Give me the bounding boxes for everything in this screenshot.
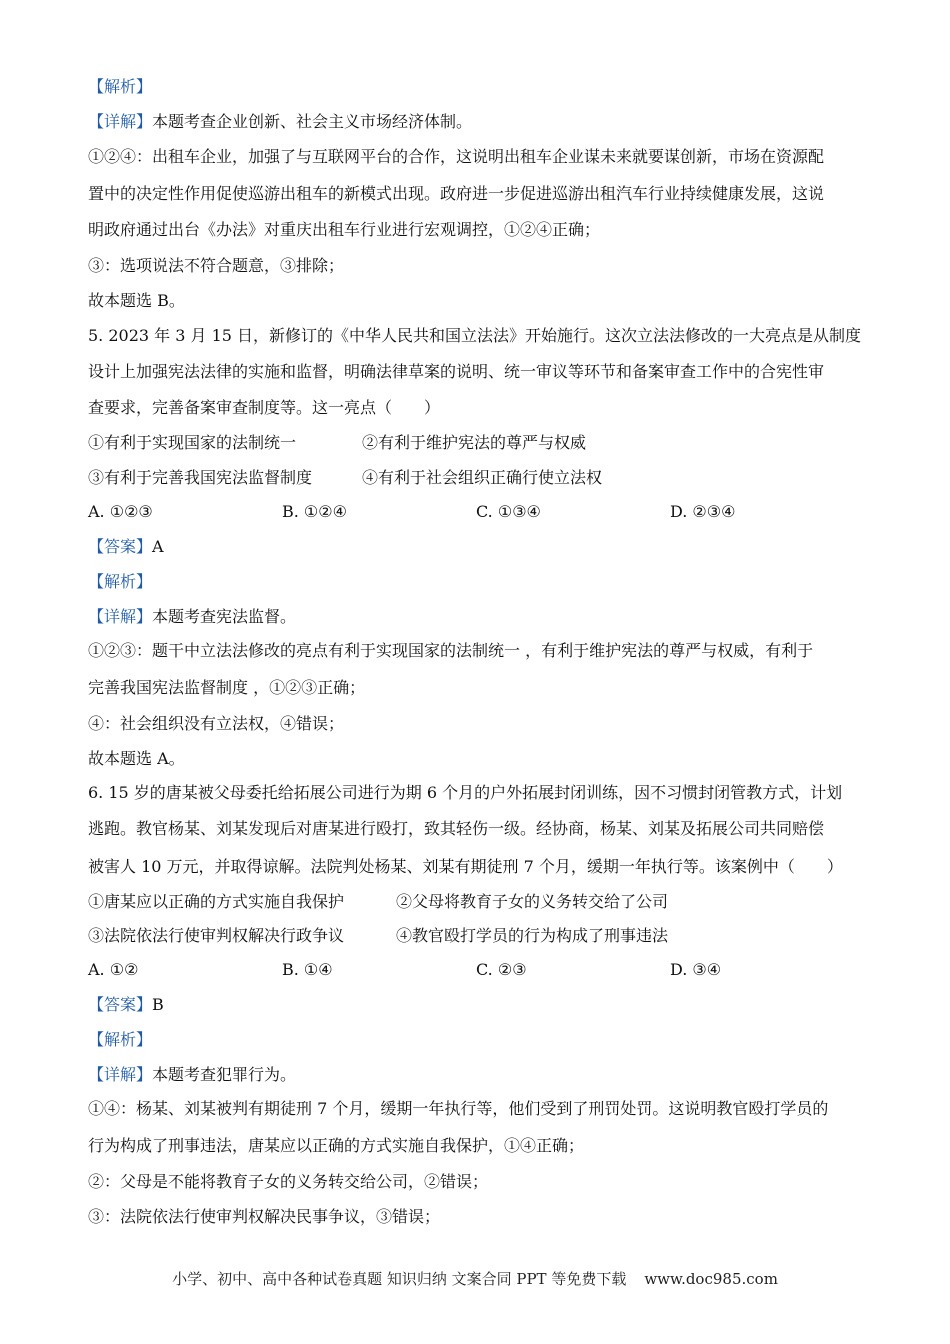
explanation-line: ①④：杨某、刘某被判有期徒刑 7 个月，缓期一年执行等，他们受到了刑罚处罚。这说明教官殴打学员的 (88, 1099, 829, 1118)
question-5-stem: 设计上加强宪法法律的实施和监督，明确法律草案的说明、统一审议等环节和备案审查工作中的合宪性审 (88, 362, 825, 381)
question-5-statement-1: ①有利于实现国家的法制统一 (88, 433, 297, 452)
question-6-statement-3: ③法院依法行使审判权解决行政争议 (88, 926, 345, 945)
explanation-line: 明政府通过出台《办法》对重庆出租车行业进行宏观调控，①②④正确； (88, 220, 601, 239)
question-5-choice-d: D. ②③④ (670, 502, 736, 521)
explanation-line: ④：社会组织没有立法权，④错误； (88, 714, 345, 733)
question-6-stem: 6. 15 岁的唐某被父母委托给拓展公司进行为期 6 个月的户外拓展封闭训练，因不习惯封闭管教方式，计划 (88, 783, 843, 802)
question-6-choice-d: D. ③④ (670, 960, 722, 979)
explanation-line: ③：法院依法行使审判权解决民事争议，③错误； (88, 1207, 441, 1226)
question-5-statement-2: ②有利于维护宪法的尊严与权威 (362, 433, 587, 452)
explanation-line: ①②③：题干中立法法修改的亮点有利于实现国家的法制统一 ，有利于维护宪法的尊严与权威，有利于 (88, 641, 814, 660)
conclusion-line: 故本题选 B。 (88, 291, 185, 310)
explanation-line: ②：父母是不能将教育子女的义务转交给公司，②错误； (88, 1172, 489, 1191)
footer-url[interactable]: www.doc985.com (644, 1270, 778, 1288)
detail-line (88, 606, 870, 628)
analysis-heading: 【解析】 (88, 1030, 153, 1049)
answer-value: B (152, 995, 164, 1014)
detail-line (88, 111, 870, 133)
question-5-statement-3: ③有利于完善我国宪法监督制度 (88, 468, 313, 487)
analysis-heading: 【解析】 (88, 77, 153, 96)
question-6-statement-4: ④教官殴打学员的行为构成了刑事违法 (396, 926, 669, 945)
question-5-statement-4: ④有利于社会组织正确行使立法权 (362, 468, 603, 487)
explanation-line: 行为构成了刑事违法，唐某应以正确的方式实施自我保护，①④正确； (88, 1136, 585, 1155)
detail-text: 本题考查宪法监督。 (152, 607, 297, 626)
answer-tag: 【答案】 (88, 537, 153, 556)
explanation-line: 完善我国宪法监督制度 ，①②③正确； (88, 678, 366, 697)
explanation-line: ③：选项说法不符合题意，③排除； (88, 256, 345, 275)
question-6-choice-b: B. ①④ (282, 960, 333, 979)
answer-line (88, 994, 870, 1016)
detail-tag: 【详解】 (88, 607, 153, 626)
question-5-stem: 5. 2023 年 3 月 15 日，新修订的《中华人民共和国立法法》开始施行。这次立法法修改的一大亮点是从制度 (88, 326, 862, 345)
detail-tag: 【详解】 (88, 1065, 153, 1084)
detail-text: 本题考查犯罪行为。 (152, 1065, 297, 1084)
answer-line (88, 536, 870, 558)
question-6-stem: 逃跑。教官杨某、刘某发现后对唐某进行殴打，致其轻伤一级。经协商，杨某、刘某及拓展公司共同赔偿 (88, 819, 825, 838)
question-5-choice-a: A. ①②③ (88, 502, 153, 521)
analysis-heading: 【解析】 (88, 572, 153, 591)
detail-tag: 【详解】 (88, 112, 153, 131)
question-6-choice-a: A. ①② (88, 960, 139, 979)
question-5-choice-c: C. ①③④ (476, 502, 541, 521)
conclusion-line: 故本题选 A。 (88, 749, 185, 768)
question-6-statement-2: ②父母将教育子女的义务转交给了公司 (396, 892, 669, 911)
explanation-line: ①②④：出租车企业，加强了与互联网平台的合作，这说明出租车企业谋未来就要谋创新，市场在资源配 (88, 147, 825, 166)
page-footer (0, 1268, 950, 1289)
question-6-statement-1: ①唐某应以正确的方式实施自我保护 (88, 892, 345, 911)
detail-line (88, 1064, 870, 1086)
question-6-stem: 被害人 10 万元，并取得谅解。法院判处杨某、刘某有期徒刑 7 个月，缓期一年执行等。该案例中（ ） (88, 857, 843, 876)
answer-value: A (152, 537, 164, 556)
answer-tag: 【答案】 (88, 995, 153, 1014)
question-5-choice-b: B. ①②④ (282, 502, 347, 521)
detail-text: 本题考查企业创新、社会主义市场经济体制。 (152, 112, 473, 131)
explanation-line: 置中的决定性作用促使巡游出租车的新模式出现。政府进一步促进巡游出租汽车行业持续健康发展，这说 (88, 184, 825, 203)
footer-text: 小学、初中、高中各种试卷真题 知识归纳 文案合同 PPT 等免费下载 (172, 1270, 627, 1288)
question-6-choice-c: C. ②③ (476, 960, 527, 979)
question-5-stem: 查要求，完善备案审查制度等。这一亮点（ ） (88, 398, 441, 417)
